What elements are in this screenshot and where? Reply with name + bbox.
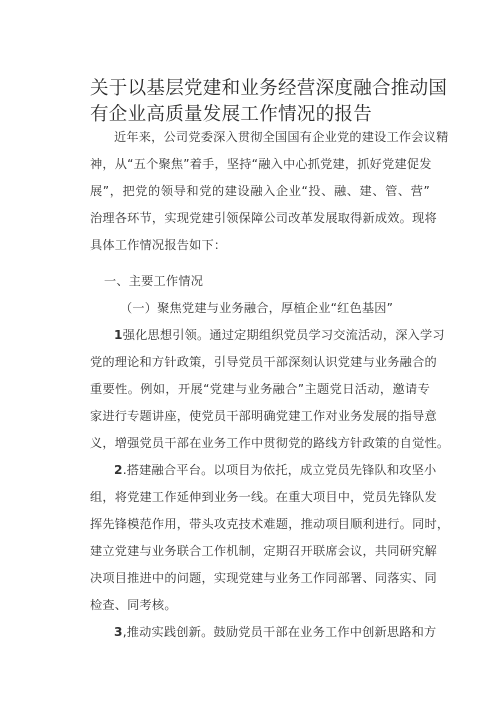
item-1-line: 党的理论和方针政策，引导党员干部深刻认识党建与业务融合的 [90, 355, 437, 369]
intro-line: 近年来，公司党委深入贯彻全国国有企业党的建设工作会议精 [114, 130, 449, 144]
intro-line: 展”，把党的领导和党的建设融入企业“投、融、建、管、营” [90, 184, 430, 198]
item-number: 1 [114, 328, 123, 342]
section-heading: 一、主要工作情况 [104, 274, 204, 288]
item-2-line: 检查、同考核。 [90, 598, 177, 612]
item-text: .搭建融合平台。以项目为依托，成立党员先锋队和攻坚小 [122, 463, 437, 477]
intro-paragraph [90, 124, 449, 259]
item-1-first-line [90, 322, 445, 349]
intro-line: 具体工作情况报告如下： [90, 238, 227, 252]
item-2-line: 组，将党建工作延伸到业务一线。在重大项目中，党员先锋队发 [90, 490, 437, 504]
intro-line: 神，从“五个聚焦”着手，坚持“融入中心抓党建，抓好党建促发 [90, 157, 432, 171]
item-2-line: 决项目推进中的问题，实现党建与业务工作同部署、同落实、同 [90, 571, 437, 585]
intro-line: 治理各环节，实现党建引领保障公司改革发展取得新成效。现将 [90, 211, 437, 225]
item-text: ,推动实践创新。鼓励党员干部在业务工作中创新思路和方 [122, 625, 437, 639]
item-1-line: 重要性。例如，开展“党建与业务融合”主题党日活动，邀请专 [90, 382, 430, 396]
report-title [90, 76, 450, 128]
item-number: 2 [114, 463, 123, 477]
item-2-paragraph [90, 457, 450, 619]
item-1-line: 家进行专题讲座，使党员干部明确党建工作对业务发展的指导意 [90, 409, 437, 423]
report-title-line-1: 关于以基层党建和业务经营深度融合推动国 [90, 78, 448, 99]
item-text: 强化思想引领。通过定期组织党员学习交流活动，深入学习 [122, 328, 445, 342]
report-title-line-2: 有企业高质量发展工作情况的报告 [90, 104, 373, 125]
item-2-line: 挥先锋模范作用，带头攻克技术难题，推动项目顺利进行。同时， [90, 517, 450, 531]
item-number: 3 [114, 625, 123, 639]
item-1-paragraph [90, 322, 450, 457]
item-3-first-line [90, 619, 437, 646]
subsection-heading: （一）聚焦党建与业务融合，厚植企业“红色基因” [120, 301, 394, 315]
item-2-line: 建立党建与业务联合工作机制，定期召开联席会议，共同研究解 [90, 544, 437, 558]
item-3-paragraph [90, 619, 437, 646]
item-2-first-line [90, 457, 437, 484]
item-1-line: 义，增强党员干部在业务工作中贯彻党的路线方针政策的自觉性。 [90, 436, 450, 450]
